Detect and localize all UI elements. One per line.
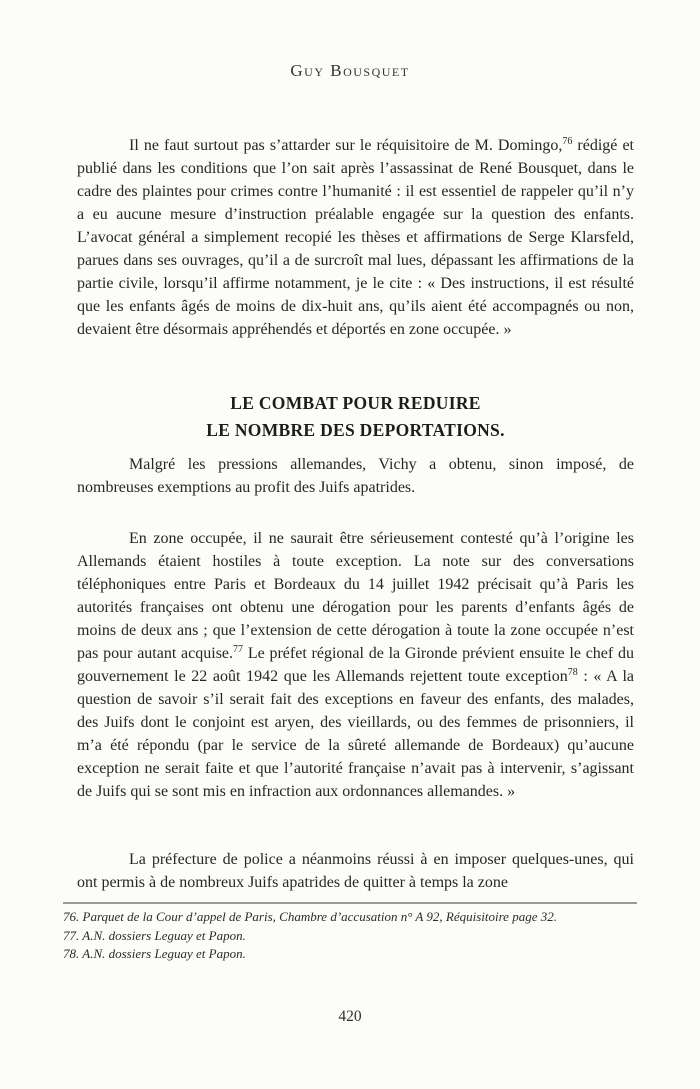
- footnote-ref-77: 77: [233, 644, 244, 655]
- paragraph-requisitoire: [77, 134, 634, 341]
- paragraph-prefecture-police: La préfecture de police a néanmoins réussi à en imposer quelques-unes, qui ont permis à de nombreux Juifs apatrides de quitter à temps la zone: [77, 851, 634, 891]
- paragraph-text: rédigé et publié dans les conditions que l’on sait après l’assassinat de René Bousquet, dans le cadre des plaintes pour crimes contre l’humanité : il est essentiel de rappeler qu’il n’y a eu aucune mesure d’instruction préalable engagée sur la question des enfants. L’avocat général a simplement recopié les thèses et affirmations de Serge Klarsfeld, parues dans ses ouvrages, qu’il a de surcroît mal lues, dépassant les affirmations de la partie civile, lorsqu’il affirme notamment, je le cite : « Des instructions, il est résulté que les enfants âgés de moins de dix-huit ans, qu’ils aient été accompagnés ou non, devaient être désormais appréhendés et déportés en zone occupée. »: [77, 137, 635, 338]
- paragraph-vichy-exemptions: Malgré les pressions allemandes, Vichy a obtenu, sinon imposé, de nombreuses exemptions au profit des Juifs apatrides.: [77, 456, 634, 496]
- footnote-76: 76. Parquet de la Cour d’appel de Paris, Chambre d’accusation n° A 92, Réquisitoire page 32.: [63, 909, 557, 924]
- footnotes-block: [63, 908, 637, 964]
- section-heading-line2: LE NOMBRE DES DEPORTATIONS.: [206, 420, 505, 440]
- footnote-separator-rule: [63, 902, 637, 904]
- paragraph-text: Il ne faut surtout pas s’attarder sur le réquisitoire de M. Domingo,: [129, 137, 563, 154]
- paragraph-zone-occupee: [77, 527, 634, 803]
- paragraph-text: Le préfet régional de la Gironde prévient ensuite le chef du gouvernement le 22 août 1942 que les Allemands rejettent toute exception: [77, 645, 635, 685]
- footnote-77: 77. A.N. dossiers Leguay et Papon.: [63, 927, 246, 943]
- page-number: 420: [338, 1008, 362, 1025]
- paragraph-text: En zone occupée, il ne saurait être sérieusement contesté qu’à l’origine les Allemands étaient hostiles à toute exception. La note sur des conversations téléphoniques entre Paris et Bordeaux du 14 juillet 1942 précisait qu’à Paris les autorités françaises ont obtenu une dérogation pour les parents d’enfants âgés de moins de deux ans ; que l’extension de cette dérogation à toute la zone occupée n’est pas pour autant acquise.: [77, 530, 634, 662]
- section-heading: [77, 390, 634, 444]
- footnote-ref-76: 76: [562, 136, 573, 147]
- running-header-author: Guy Bousquet: [290, 61, 410, 80]
- section-heading-line1: LE COMBAT POUR REDUIRE: [230, 393, 481, 413]
- footnote-78: 78. A.N. dossiers Leguay et Papon.: [63, 946, 246, 961]
- footnote-ref-78: 78: [567, 667, 578, 678]
- paragraph-text: : « A la question de savoir s’il serait fait des exceptions en faveur des enfants, des malades, des Juifs dont le conjoint est aryen, des vieillards, ou des femmes de prisonniers, il m’a été répondu (par le service de la sûreté allemande de Bordeaux) qu’aucune exception ne serait faite et que l’autorité française n’avait pas à intervenir, s’agissant de Juifs qui se sont mis en infraction aux ordonnances allemandes. »: [77, 668, 635, 800]
